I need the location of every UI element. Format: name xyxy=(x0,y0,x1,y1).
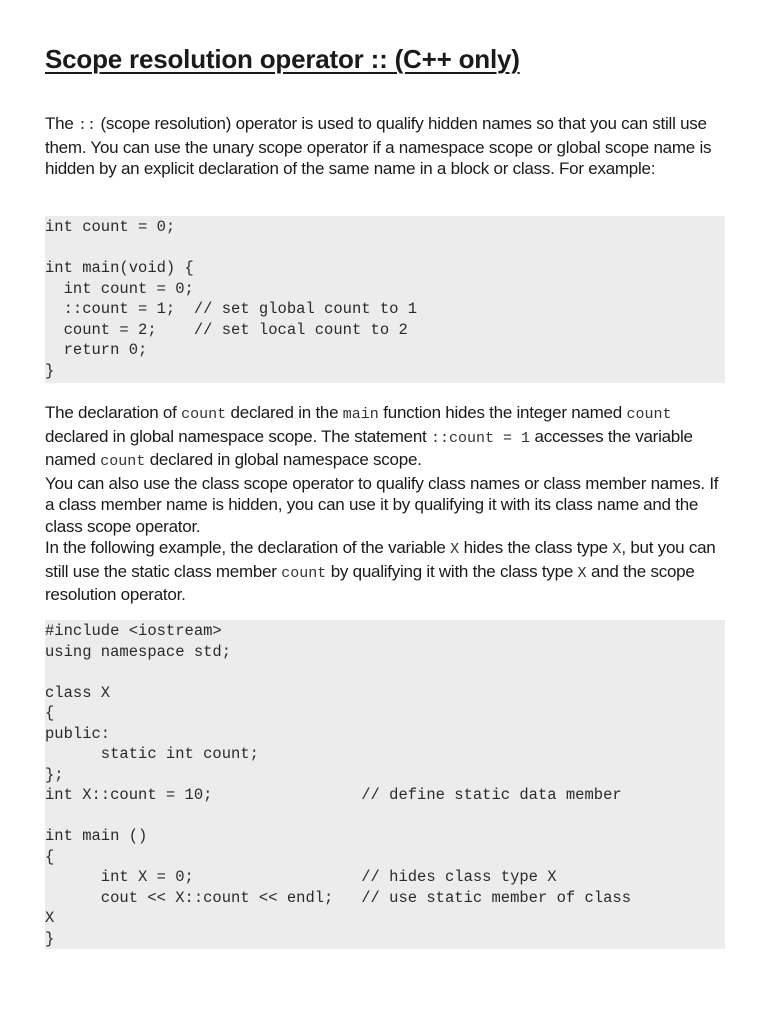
code-block-global-count xyxy=(45,216,725,383)
explanation-text: function hides the integer named xyxy=(378,403,627,422)
explanation-paragraphs xyxy=(45,402,725,606)
inline-code-x: X xyxy=(450,541,460,558)
code-line: int X::count = 10; // define static data member xyxy=(45,786,622,804)
explanation-paragraph-1 xyxy=(45,402,725,473)
explanation-text: , but you can still use the static class member xyxy=(45,538,716,581)
inline-code-main: main xyxy=(342,406,379,423)
code-block-class-scope xyxy=(45,620,725,949)
explanation-text: by qualifying it with the class type xyxy=(326,561,578,581)
explanation-text: declared in global namespace scope. The statement xyxy=(45,426,431,446)
explanation-text: declared in global namespace scope. xyxy=(145,450,422,469)
code-line: cout << X::count << endl; // use static member of class xyxy=(45,888,631,907)
code-line: { xyxy=(45,704,55,722)
code-line: int count = 0; xyxy=(45,218,176,236)
explanation-text: The declaration of xyxy=(45,403,182,422)
code-line xyxy=(45,662,725,683)
code-line: } xyxy=(45,361,55,380)
code-line: } xyxy=(45,929,55,948)
code-line: using namespace std; xyxy=(45,642,232,661)
explanation-text: In the following example, the declaration of the variable xyxy=(45,538,451,557)
explanation-text: and the scope resolution operator. xyxy=(45,561,695,604)
code-line: int count = 0; xyxy=(45,279,194,298)
intro-text-2: (scope resolution) operator is used to qualify hidden names so that you can still use them. You can use the unary scope operator if a namespace scope or global scope name is hidden by an explicit declaration of the same name in a block or class. For example: xyxy=(45,114,712,178)
code-line: class X xyxy=(45,683,111,702)
code-line: int X = 0; // hides class type X xyxy=(45,868,557,886)
intro-paragraph xyxy=(45,113,725,180)
inline-code-count: count xyxy=(626,406,672,423)
inline-code-count: count xyxy=(281,564,327,582)
code-line: public: xyxy=(45,724,111,743)
intro-text-1: The xyxy=(45,114,79,133)
code-line xyxy=(45,238,725,259)
code-line: { xyxy=(45,847,55,866)
explanation-text: declared in the xyxy=(226,403,343,422)
inline-code-x: X xyxy=(612,541,622,558)
code-line xyxy=(45,806,725,827)
explanation-text: accesses the variable named xyxy=(45,426,693,469)
inline-code-count: count xyxy=(181,406,227,423)
code-line: return 0; xyxy=(45,341,148,359)
inline-code-scope-operator: :: xyxy=(78,117,97,134)
code-line: int main () xyxy=(45,827,148,845)
code-line: #include <iostream> xyxy=(45,622,222,640)
page-title: Scope resolution operator :: (C++ only) xyxy=(45,44,520,74)
inline-code-statement: ::count = 1 xyxy=(431,429,531,447)
explanation-paragraph-2: You can also use the class scope operator to qualify class names or class member names. If a class member name is hidden, you can use it by qualifying it with its class name and the class scope operator. xyxy=(45,473,719,536)
code-line: count = 2; // set local count to 2 xyxy=(45,320,408,339)
explanation-text: hides the class type xyxy=(459,538,613,557)
code-line: X xyxy=(45,909,55,927)
code-line: ::count = 1; // set global count to 1 xyxy=(45,300,418,318)
explanation-paragraph-3 xyxy=(45,537,725,606)
code-line: static int count; xyxy=(45,745,259,763)
inline-code-count: count xyxy=(100,453,146,470)
inline-code-x: X xyxy=(577,564,587,582)
code-line: }; xyxy=(45,765,64,784)
code-line: int main(void) { xyxy=(45,259,194,277)
